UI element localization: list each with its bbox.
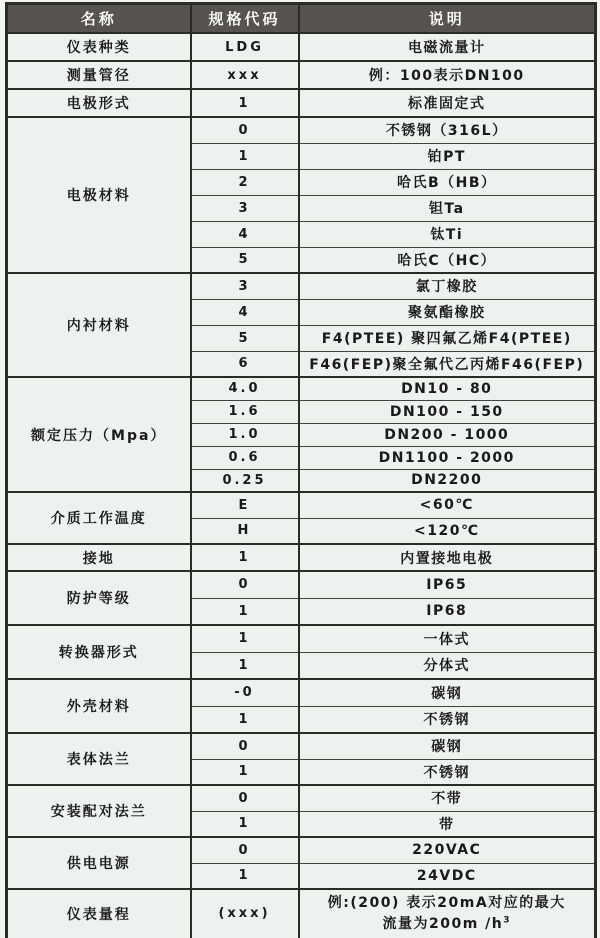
description-cell: 标准固定式: [299, 89, 596, 117]
row-group-name: 电极材料: [7, 117, 191, 273]
table-row: [7, 571, 596, 598]
spec-code-cell: 0: [191, 785, 299, 811]
description-cell: DN1100 - 2000: [299, 446, 596, 469]
spec-code-cell: (xxx): [191, 889, 299, 938]
spec-code-cell: 1: [191, 89, 299, 117]
description-cell: 电磁流量计: [299, 33, 596, 61]
description-cell: 碳钢: [299, 679, 596, 706]
row-group-name: 转换器形式: [7, 625, 191, 679]
description-cell: 不带: [299, 785, 596, 811]
spec-code-cell: E: [191, 492, 299, 518]
table-row: [7, 89, 596, 117]
spec-code-cell: 1: [191, 863, 299, 889]
column-header-name: 名称: [7, 4, 191, 34]
spec-code-cell: 0.25: [191, 469, 299, 492]
description-superscript: 3: [503, 915, 512, 926]
description-cell: [299, 889, 596, 938]
spec-code-cell: 1: [191, 598, 299, 625]
flowmeter-spec-table: [5, 2, 597, 938]
description-cell: IP65: [299, 571, 596, 598]
spec-code-cell: 1: [191, 544, 299, 571]
description-cell: IP68: [299, 598, 596, 625]
spec-code-cell: 4: [191, 221, 299, 247]
spec-code-cell: 0: [191, 733, 299, 759]
spec-code-cell: 5: [191, 325, 299, 351]
description-cell: DN10 - 80: [299, 377, 596, 400]
row-group-name: 额定压力（Mpa）: [7, 377, 191, 492]
description-line-1: 例:(200) 表示20mA对应的最大: [327, 894, 566, 911]
description-cell: 24VDC: [299, 863, 596, 889]
spec-code-cell: 1: [191, 143, 299, 169]
row-group-name: 防护等级: [7, 571, 191, 625]
row-group-name: 测量管径: [7, 61, 191, 89]
description-cell: 一体式: [299, 625, 596, 652]
spec-code-cell: 1: [191, 652, 299, 679]
description-cell: 不锈钢: [299, 706, 596, 733]
row-group-name: 接地: [7, 544, 191, 571]
column-header-description: 说明: [299, 4, 596, 34]
spec-code-cell: -0: [191, 679, 299, 706]
table-row: [7, 377, 596, 400]
table-row: [7, 733, 596, 759]
description-cell: 220VAC: [299, 837, 596, 863]
spec-code-cell: 1: [191, 625, 299, 652]
spec-code-cell: 0: [191, 571, 299, 598]
spec-code-cell: H: [191, 518, 299, 544]
table-row: [7, 785, 596, 811]
description-cell: DN100 - 150: [299, 400, 596, 423]
table-row: [7, 889, 596, 938]
description-cell: 分体式: [299, 652, 596, 679]
spec-code-cell: 4: [191, 299, 299, 325]
description-cell: 钽Ta: [299, 195, 596, 221]
spec-code-cell: 6: [191, 351, 299, 377]
description-cell: DN200 - 1000: [299, 423, 596, 446]
description-cell: 不锈钢（316L）: [299, 117, 596, 143]
row-group-name: 介质工作温度: [7, 492, 191, 544]
row-group-name: 电极形式: [7, 89, 191, 117]
row-group-name: 供电电源: [7, 837, 191, 889]
description-line-2-text: 流量为200m /h: [382, 915, 504, 932]
table-row: [7, 492, 596, 518]
description-cell: <60℃: [299, 492, 596, 518]
description-line-2: [304, 914, 591, 935]
description-cell: 钛Ti: [299, 221, 596, 247]
description-cell: 不锈钢: [299, 759, 596, 785]
spec-code-cell: 4.0: [191, 377, 299, 400]
table-row: [7, 625, 596, 652]
description-cell: <120℃: [299, 518, 596, 544]
spec-code-cell: 0.6: [191, 446, 299, 469]
spec-code-cell: 1: [191, 706, 299, 733]
description-cell: 哈氏C（HC）: [299, 247, 596, 273]
table-row: [7, 61, 596, 89]
description-cell: 内置接地电极: [299, 544, 596, 571]
description-cell: DN2200: [299, 469, 596, 492]
spec-code-cell: 5: [191, 247, 299, 273]
description-cell: 铂PT: [299, 143, 596, 169]
row-group-name: 外壳材料: [7, 679, 191, 733]
table-header-row: [7, 4, 596, 34]
spec-code-cell: 1: [191, 759, 299, 785]
description-cell: 聚氨酯橡胶: [299, 299, 596, 325]
row-group-name: 内衬材料: [7, 273, 191, 377]
spec-code-cell: 0: [191, 837, 299, 863]
spec-code-cell: xxx: [191, 61, 299, 89]
row-group-name: 仪表种类: [7, 33, 191, 61]
table-row: [7, 679, 596, 706]
spec-code-cell: 1.0: [191, 423, 299, 446]
spec-code-cell: 3: [191, 273, 299, 299]
table-row: [7, 117, 596, 143]
spec-code-cell: 1.6: [191, 400, 299, 423]
description-cell: F46(FEP)聚全氟代乙丙烯F46(FEP): [299, 351, 596, 377]
description-cell: 碳钢: [299, 733, 596, 759]
spec-code-cell: 2: [191, 169, 299, 195]
description-cell: 氯丁橡胶: [299, 273, 596, 299]
spec-code-cell: 3: [191, 195, 299, 221]
row-group-name: 仪表量程: [7, 889, 191, 938]
spec-code-cell: LDG: [191, 33, 299, 61]
table-row: [7, 837, 596, 863]
description-cell: F4(PTEE) 聚四氟乙烯F4(PTEE): [299, 325, 596, 351]
spec-code-cell: 0: [191, 117, 299, 143]
row-group-name: 安装配对法兰: [7, 785, 191, 837]
column-header-spec-code: 规格代码: [191, 4, 299, 34]
spec-code-cell: 1: [191, 811, 299, 837]
description-cell: 例：100表示DN100: [299, 61, 596, 89]
description-cell: 哈氏B（HB）: [299, 169, 596, 195]
row-group-name: 表体法兰: [7, 733, 191, 785]
table-row: [7, 273, 596, 299]
table-row: [7, 544, 596, 571]
description-cell: 带: [299, 811, 596, 837]
table-row: [7, 33, 596, 61]
